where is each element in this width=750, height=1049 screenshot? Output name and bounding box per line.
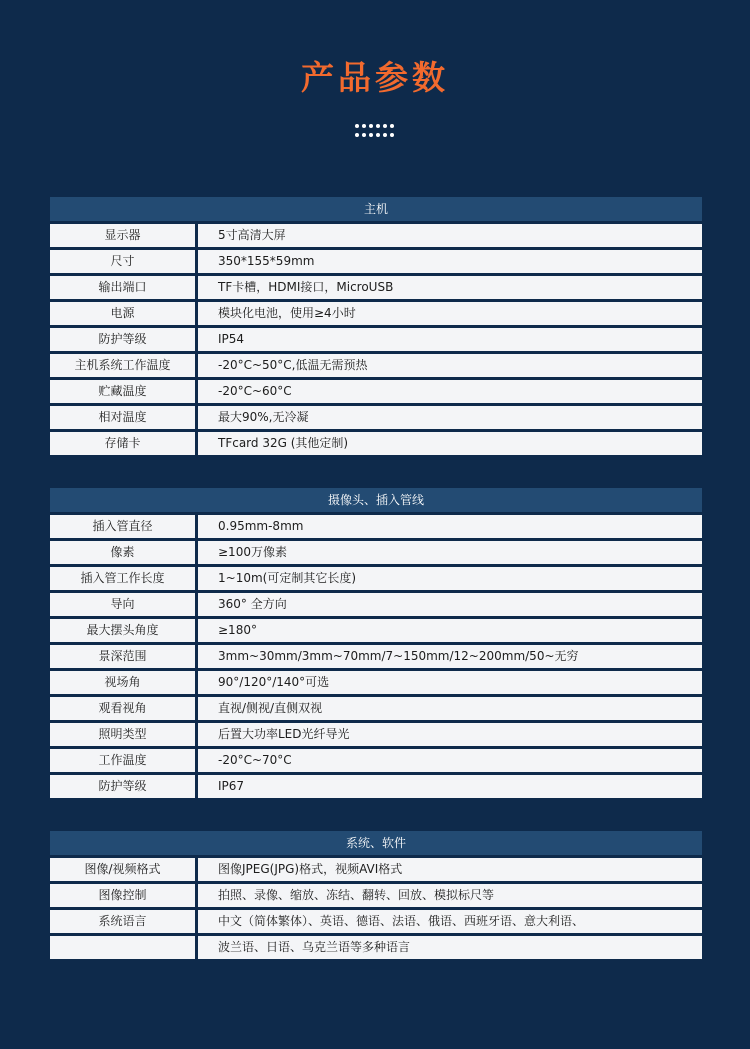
row-value: -20°C~60°C — [218, 384, 292, 398]
row-value: ≥180° — [218, 623, 257, 637]
row-label: 防护等级 — [50, 775, 198, 798]
row-value: TFcard 32G (其他定制) — [218, 436, 349, 450]
row-label: 电源 — [50, 302, 198, 325]
row-value: -20°C~50°C,低温无需预热 — [218, 358, 368, 372]
table-row — [50, 645, 702, 671]
table-row — [50, 775, 702, 798]
table-row — [50, 697, 702, 723]
section-header: 主机 — [50, 197, 702, 224]
row-value: 直视/侧视/直侧双视 — [218, 701, 323, 715]
row-label: 插入管工作长度 — [50, 567, 198, 590]
table-row — [50, 302, 702, 328]
table-row — [50, 619, 702, 645]
table-row — [50, 858, 702, 884]
table-row — [50, 884, 702, 910]
spec-table-host — [50, 197, 702, 455]
table-row — [50, 936, 702, 959]
row-label: 景深范围 — [50, 645, 198, 668]
table-row — [50, 224, 702, 250]
table-row — [50, 276, 702, 302]
row-label: 显示器 — [50, 224, 198, 247]
row-value: ≥100万像素 — [218, 545, 287, 559]
section-header: 摄像头、插入管线 — [50, 488, 702, 515]
row-value: IP67 — [218, 779, 245, 793]
decorative-dots — [355, 124, 395, 138]
row-value: 0.95mm-8mm — [218, 519, 304, 533]
row-value: 波兰语、日语、乌克兰语等多种语言 — [218, 940, 411, 954]
row-value: 拍照、录像、缩放、冻结、翻转、回放、模拟标尺等 — [218, 888, 495, 902]
table-row — [50, 749, 702, 775]
row-label: 图像控制 — [50, 884, 198, 907]
table-row — [50, 567, 702, 593]
row-label: 相对温度 — [50, 406, 198, 429]
row-label: 防护等级 — [50, 328, 198, 351]
row-label: 插入管直径 — [50, 515, 198, 538]
table-row — [50, 432, 702, 455]
row-value: 360° 全方向 — [218, 597, 287, 611]
row-label: 图像/视频格式 — [50, 858, 198, 881]
row-value: 后置大功率LED光纤导光 — [218, 727, 350, 741]
table-row — [50, 671, 702, 697]
page-title: 产品参数 — [301, 58, 449, 97]
row-value: 最大90%,无冷凝 — [218, 410, 309, 424]
row-label: 主机系统工作温度 — [50, 354, 198, 377]
table-row — [50, 250, 702, 276]
row-value: TF卡槽，HDMI接口，MicroUSB — [218, 280, 394, 294]
table-row — [50, 328, 702, 354]
row-label: 观看视角 — [50, 697, 198, 720]
row-value: 中文（简体繁体）、英语、德语、法语、俄语、西班牙语、意大利语、 — [218, 914, 585, 928]
row-label: 系统语言 — [50, 910, 198, 933]
row-value: 1~10m(可定制其它长度) — [218, 571, 357, 585]
row-label: 导向 — [50, 593, 198, 616]
section-header: 系统、软件 — [50, 831, 702, 858]
row-label — [50, 936, 198, 959]
row-label: 贮藏温度 — [50, 380, 198, 403]
table-row — [50, 593, 702, 619]
row-label: 存储卡 — [50, 432, 198, 455]
row-label: 工作温度 — [50, 749, 198, 772]
row-value: -20°C~70°C — [218, 753, 292, 767]
table-row — [50, 380, 702, 406]
table-row — [50, 354, 702, 380]
table-row — [50, 541, 702, 567]
row-label: 尺寸 — [50, 250, 198, 273]
row-value: 模块化电池，使用≥4小时 — [218, 306, 356, 320]
row-label: 最大摆头角度 — [50, 619, 198, 642]
row-value: IP54 — [218, 332, 245, 346]
table-row — [50, 406, 702, 432]
row-value: 5寸高清大屏 — [218, 228, 286, 242]
spec-table-camera — [50, 488, 702, 798]
row-label: 视场角 — [50, 671, 198, 694]
table-row — [50, 723, 702, 749]
row-value: 图像JPEG(JPG)格式，视频AVI格式 — [218, 862, 403, 876]
spec-table-system — [50, 831, 702, 959]
row-value: 350*155*59mm — [218, 254, 315, 268]
row-label: 输出端口 — [50, 276, 198, 299]
table-row — [50, 515, 702, 541]
row-label: 照明类型 — [50, 723, 198, 746]
row-label: 像素 — [50, 541, 198, 564]
table-row — [50, 910, 702, 936]
row-value: 3mm~30mm/3mm~70mm/7~150mm/12~200mm/50~无穷 — [218, 649, 579, 663]
row-value: 90°/120°/140°可选 — [218, 675, 330, 689]
